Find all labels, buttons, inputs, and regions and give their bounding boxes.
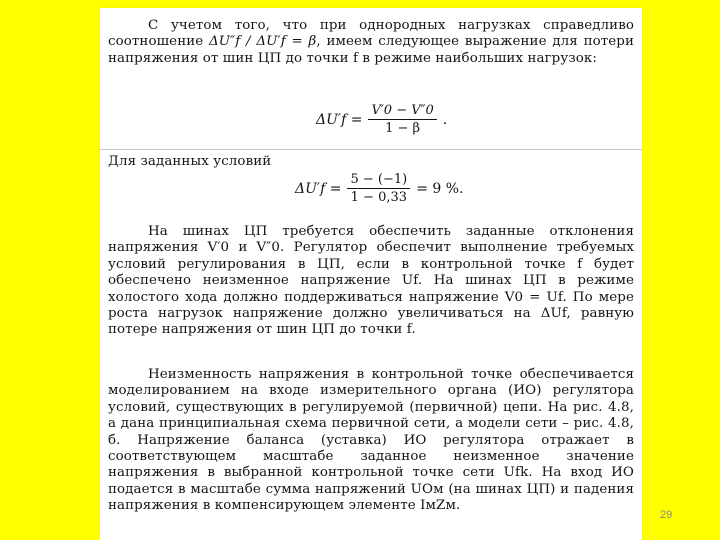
formula-1-lhs: ΔU′f =	[316, 111, 363, 128]
paragraph-1-text-a: С учетом того, что при однородных нагрузках справедливо соотношение	[108, 18, 634, 50]
formula-2-numerator: 5 − (−1)	[347, 172, 410, 189]
inline-formula-beta: ΔU″f / ΔU′f = β	[209, 34, 317, 50]
section-divider	[100, 149, 642, 150]
formula-2-denominator: 1 − 0,33	[350, 190, 408, 205]
formula-voltage-loss	[316, 103, 447, 136]
formula-1-denominator: 1 − β	[385, 121, 421, 136]
formula-1-end: .	[442, 111, 448, 128]
paragraph-1-text-b: , имеем следующее выражение для потери напряжения от шин ЦП до точки f в режиме наибольших нагрузок:	[108, 34, 634, 66]
document-page	[100, 8, 642, 540]
formula-1-fraction	[368, 103, 436, 136]
formula-calculation	[295, 172, 464, 205]
formula-2-result: = 9 %.	[416, 180, 464, 197]
formula-2-fraction	[347, 172, 410, 205]
paragraph-2: Для заданных условий	[108, 154, 272, 169]
paragraph-4: Неизменность напряжения в контрольной точке обеспечивается моделированием на входе измерительного органа (ИО) регулятора условий, существующих в регулируемой (первичной) цепи. На рис. 4.8, а дана принципиальная схема первичной сети, а модели сети – рис. 4.8, б. Напряжение баланса (уставка) ИО регулятора отражает в соответствующем масштабе заданное неизменное значение напряжения в выбранной контрольной точке сети Ufk. На вход ИО подается в масштабе сумма напряжений UОм (на шинах ЦП) и падения напряжения в компенсирующем элементе IмZм.	[108, 367, 634, 514]
page-number: 29	[660, 509, 673, 521]
formula-1-numerator: V′0 − V″0	[368, 103, 436, 120]
paragraph-3: На шинах ЦП требуется обеспечить заданные отклонения напряжения V′0 и V″0. Регулятор обеспечит выполнение требуемых условий регулирования в ЦП, если в контрольной точке f будет обеспечено неизменное напряжение Uf. На шинах ЦП в режиме холостого хода должно поддерживаться напряжение V0 = Uf. По мере роста нагрузок напряжение должно увеличиваться на ΔUf, равную потере напряжения от шин ЦП до точки f.	[108, 224, 634, 338]
paragraph-1	[108, 18, 634, 67]
formula-2-lhs: ΔU′f =	[295, 180, 342, 197]
